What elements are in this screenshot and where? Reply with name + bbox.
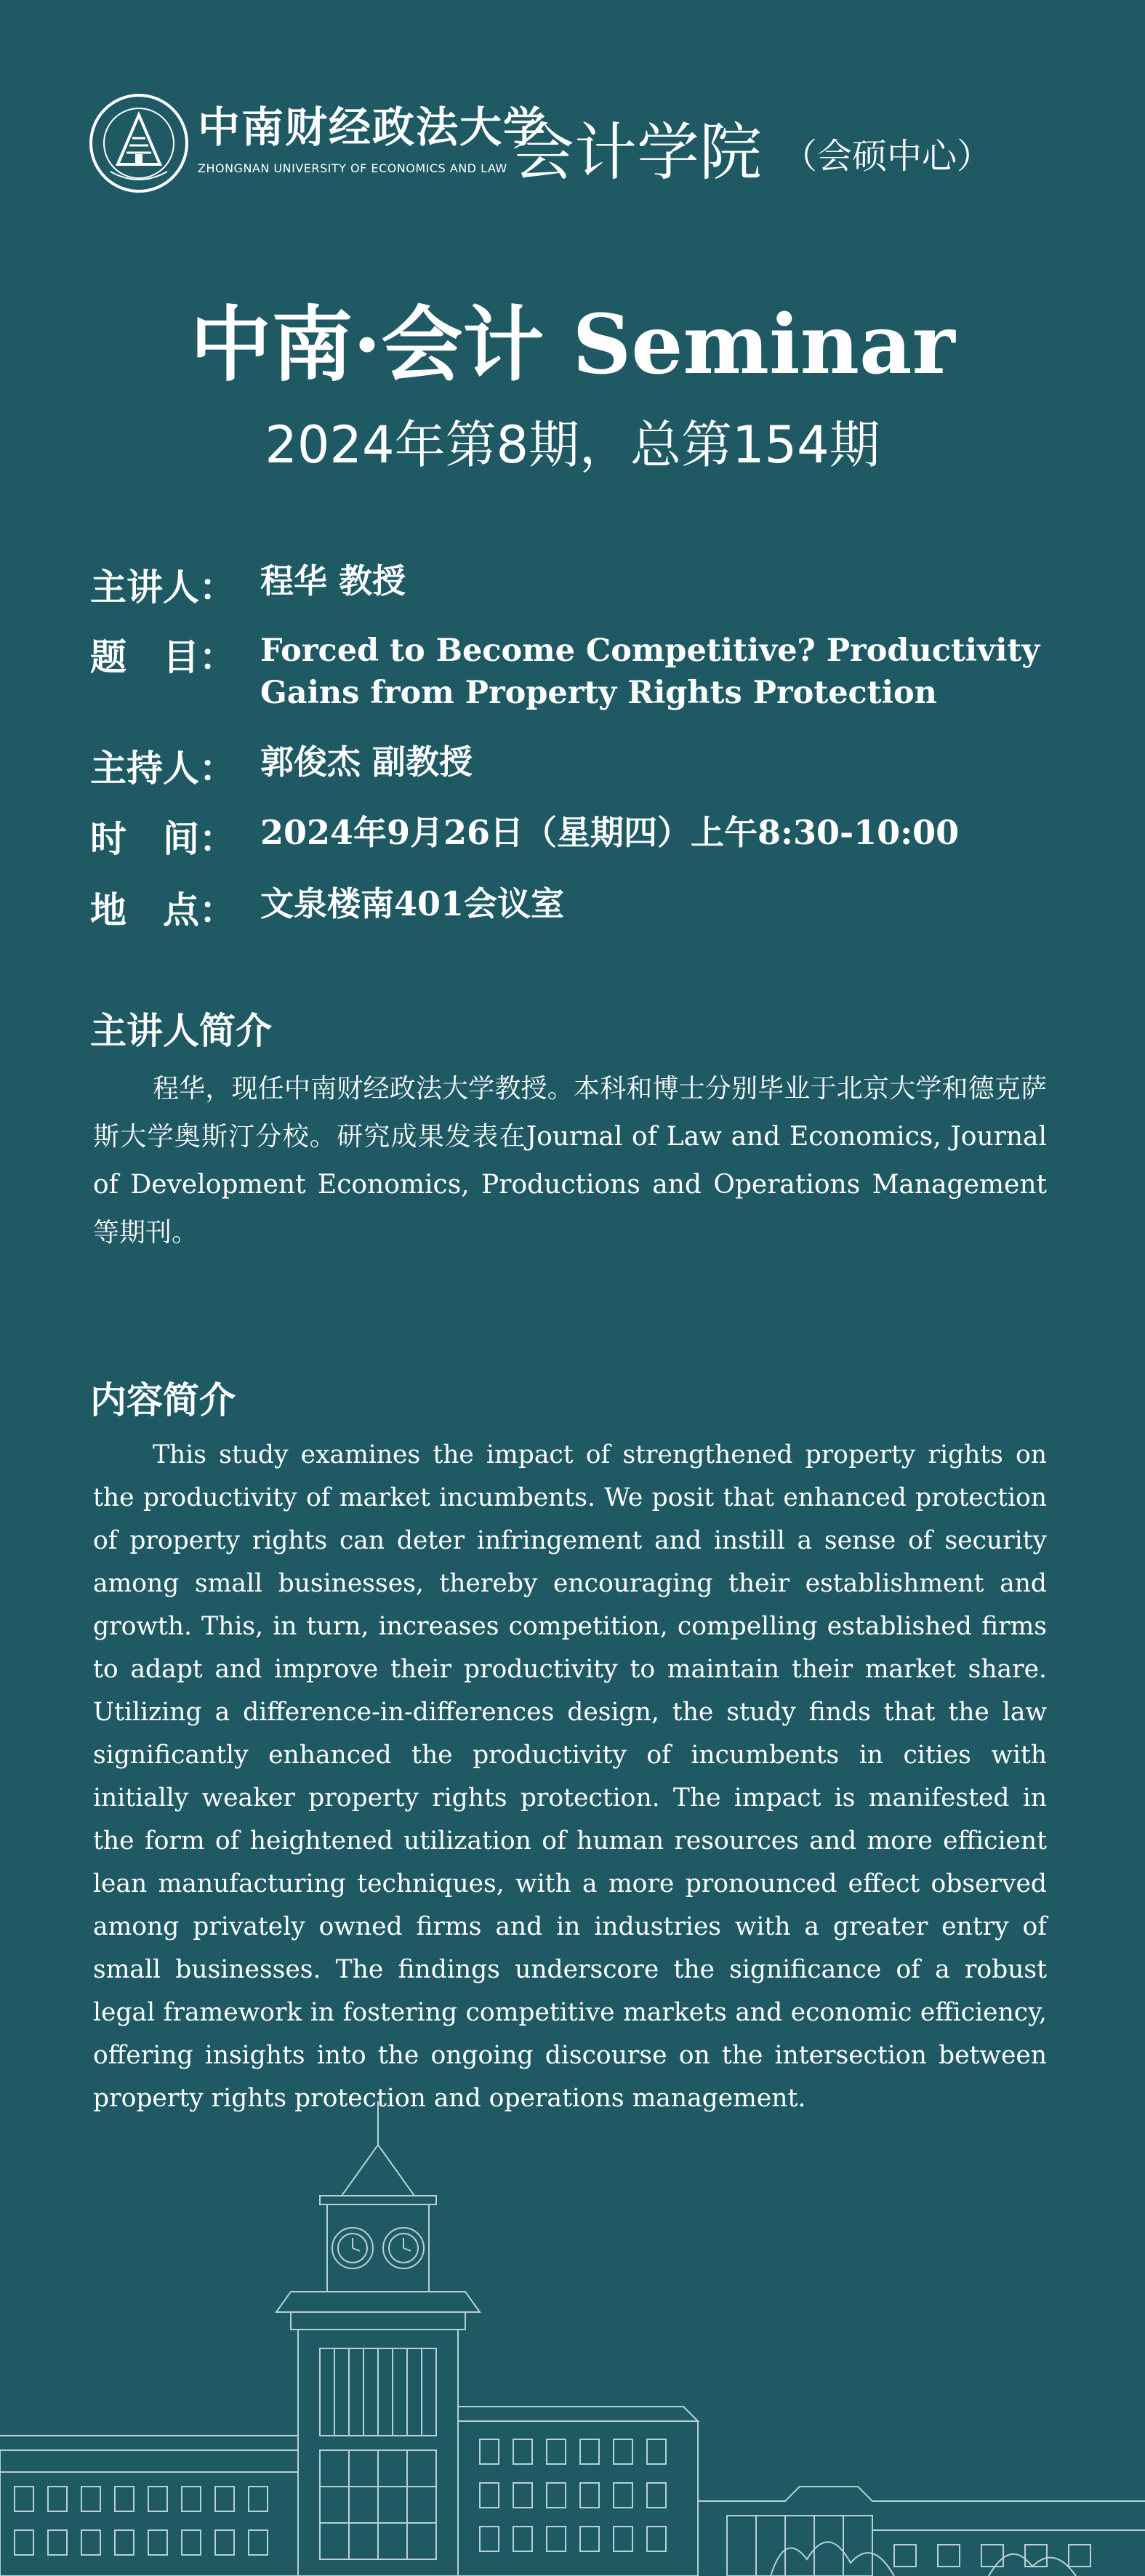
speaker-bio-heading: 主讲人简介 (90, 1010, 272, 1052)
abstract-heading: 内容简介 (90, 1379, 236, 1421)
school-subtitle: （会硕中心） (782, 136, 992, 177)
topic-value: Forced to Become Competitive? Productivity Gains from Property Rights Protection (260, 633, 1040, 711)
university-name-cn: 中南财经政法大学 (198, 103, 547, 152)
time-label: 时 间： (90, 818, 236, 860)
location-label: 地 点： (90, 889, 236, 931)
host-value: 郭俊杰 副教授 (260, 742, 473, 782)
speaker-label: 主讲人： (90, 566, 236, 609)
university-seal-logo (89, 93, 189, 193)
issue-number: 2024年第8期，总第154期 (265, 415, 880, 475)
seminar-title: 中南·会计 Seminar (190, 297, 955, 393)
campus-clock-tower-illustration (0, 2094, 1145, 2576)
location-value: 文泉楼南401会议室 (260, 884, 565, 923)
speaker-bio-text: 程华，现任中南财经政法大学教授。本科和博士分别毕业于北京大学和德克萨斯大学奥斯汀分校。研究成果发表在Journal of Law and Economics, Journal of Development Economics, Productions and Operations Management等期刊。 (93, 1074, 1047, 1248)
university-name-en: ZHONGNAN UNIVERSITY OF ECONOMICS AND LAW (198, 161, 507, 175)
host-label: 主持人： (90, 747, 236, 790)
school-name: 会计学院 (512, 116, 762, 189)
speaker-value: 程华 教授 (260, 561, 406, 601)
time-value: 2024年9月26日（星期四）上午8:30-10:00 (260, 813, 960, 852)
topic-label: 题 目： (90, 636, 236, 678)
abstract-text: This study examines the impact of strengthened property rights on the productivity of market incumbents. We posit that enhanced protection of property rights can deter infringement and instill a sense of security among small businesses, thereby encouraging their establishment and growth. This, in turn, increases competition, compelling established firms to adapt and improve their productivity to maintain their market share. Utilizing a difference-in-differences design, the study finds that the law significantly enhanced the productivity of incumbents in cities with initially weaker property rights protection. The impact is manifested in the form of heightened utilization of human resources and more efficient lean manufacturing techniques, with a more pronounced effect observed among privately owned firms and in industries with a greater entry of small businesses. The findings underscore the significance of a robust legal framework in fostering competitive markets and economic efficiency, offering insights into the ongoing discourse on the intersection between property rights protection and operations management. (93, 1440, 1047, 2113)
